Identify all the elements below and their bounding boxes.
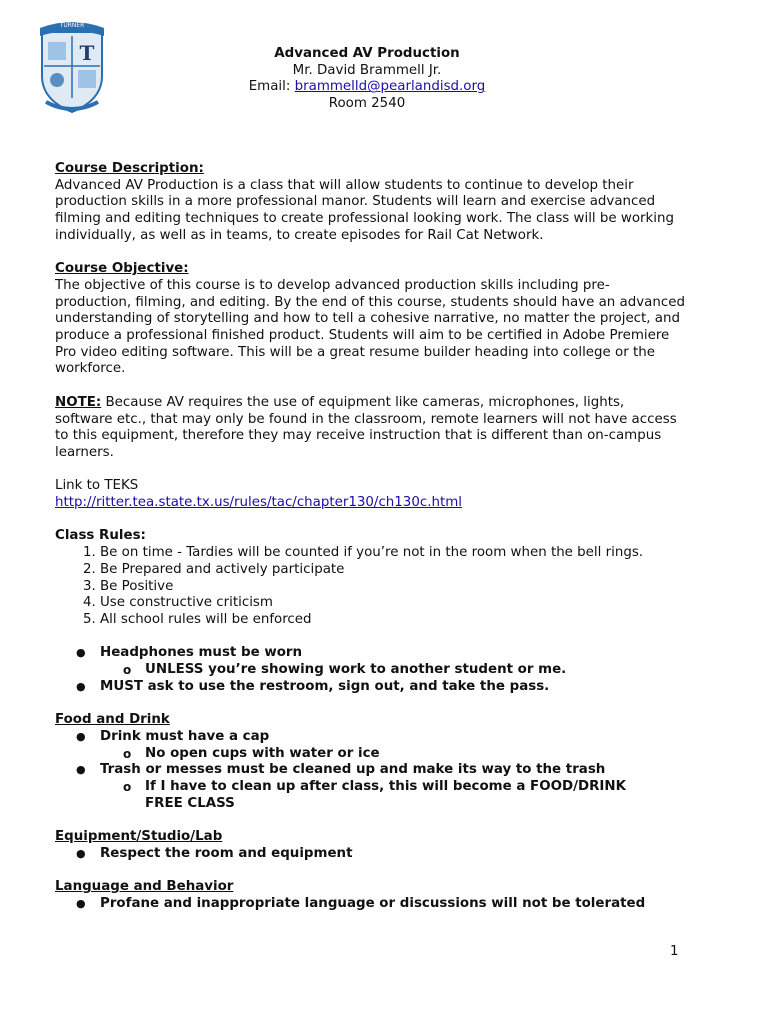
class-rules-list	[55, 545, 685, 629]
course-objective-text: The objective of this course is to develop advanced production skills including pre-production, filming, and editing. By the end of this course, students should have an advanced understanding of storytelling and how to tell a cohesive narrative, no matter the project, and produce a professional finished product. Students will aim to be certified in Adobe Premiere Pro video editing software. This will be a great resume builder heading into college or the workforce.	[55, 277, 685, 377]
document-header	[0, 46, 734, 113]
bullet-list	[55, 645, 685, 695]
bullet-icon: ●	[76, 846, 86, 860]
logo-text: TURNER	[59, 22, 85, 29]
list-item: 4. Use constructive criticism	[100, 595, 685, 612]
teacher-name: Mr. David Brammell Jr.	[292, 62, 442, 78]
list-item-text: No open cups with water or ice	[145, 745, 380, 761]
list-item	[76, 895, 685, 913]
note-label: NOTE:	[55, 394, 102, 410]
bullet-list	[55, 846, 685, 863]
list-item	[123, 662, 685, 679]
list-item	[76, 645, 685, 678]
course-description-section	[55, 161, 685, 245]
language-section	[55, 879, 685, 912]
sub-bullet-list	[100, 662, 685, 679]
list-item-text: Headphones must be worn	[100, 645, 303, 661]
list-item	[76, 845, 685, 863]
note-text: Because AV requires the use of equipment like cameras, microphones, lights, software etc., that may only be found in the classroom, remote learners will not have access to this equipment, therefore they may receive instruction that is different than on-campus learners.	[55, 394, 677, 460]
course-description-heading: Course Description:	[55, 161, 204, 176]
room-number: Room 2540	[328, 96, 406, 112]
language-heading: Language and Behavior	[55, 879, 234, 895]
equipment-heading: Equipment/Studio/Lab	[55, 829, 223, 845]
note-section	[55, 395, 685, 462]
list-item	[76, 678, 685, 696]
food-and-drink-section	[55, 712, 685, 812]
email-link[interactable]: brammelld@pearlandisd.org	[294, 79, 486, 95]
course-objective-heading: Course Objective:	[55, 261, 189, 277]
sub-bullet-icon: o	[123, 779, 132, 794]
list-item: 2. Be Prepared and actively participate	[100, 562, 685, 579]
list-item: 1. Be on time - Tardies will be counted if you’re not in the room when the bell rings.	[100, 545, 685, 562]
list-item-text: Drink must have a cap	[100, 728, 270, 744]
bullet-list	[55, 729, 685, 813]
bullet-list	[55, 896, 685, 913]
logo-letter: T	[79, 41, 95, 65]
bullet-icon: ●	[76, 646, 86, 660]
teks-label: Link to TEKS	[55, 478, 139, 494]
list-item-text: If I have to clean up after class, this will become a FOOD/DRINK FREE CLASS	[145, 778, 626, 811]
class-rules-section	[55, 528, 685, 628]
course-objective-section	[55, 261, 685, 378]
email-label: Email:	[248, 79, 295, 95]
page-number: 1	[670, 944, 679, 959]
bullet-icon: ●	[76, 896, 86, 910]
sub-bullet-list	[100, 779, 685, 812]
sub-bullet-icon: o	[123, 746, 132, 761]
list-item	[123, 745, 685, 763]
list-item-text: Trash or messes must be cleaned up and make its way to the trash	[100, 762, 606, 778]
course-title: Advanced AV Production	[274, 46, 460, 61]
list-item-text: Respect the room and equipment	[100, 845, 353, 861]
bullet-icon: ●	[76, 729, 86, 743]
teks-link[interactable]: http://ritter.tea.state.tx.us/rules/tac/chapter130/ch130c.html	[55, 495, 462, 511]
food-and-drink-heading: Food and Drink	[55, 712, 170, 728]
equipment-section	[55, 829, 685, 862]
sub-bullet-list	[100, 746, 685, 763]
course-description-text: Advanced AV Production is a class that will allow students to continue to develop their production skills in a more professional manor. Students will learn and exercise advanced filming and editing techniques to create professional looking work. The class will be working individually, as well as in teams, to create episodes for Rail Cat Network.	[55, 177, 675, 243]
class-rules-heading: Class Rules:	[55, 528, 146, 544]
list-item	[76, 728, 685, 762]
class-rules-bullets	[55, 645, 685, 695]
bullet-icon: ●	[76, 763, 86, 777]
teks-section	[55, 478, 685, 511]
list-item-text: MUST ask to use the restroom, sign out, and take the pass.	[100, 678, 550, 694]
email-line	[0, 79, 734, 96]
document-body	[55, 161, 685, 929]
note-paragraph	[55, 395, 685, 462]
bullet-icon: ●	[76, 679, 86, 693]
list-item	[123, 778, 645, 812]
list-item-text: Profane and inappropriate language or discussions will not be tolerated	[100, 895, 646, 911]
list-item: 5. All school rules will be enforced	[100, 612, 685, 629]
list-item: 3. Be Positive	[100, 579, 685, 596]
list-item	[76, 762, 685, 812]
sub-bullet-icon: o	[123, 663, 132, 678]
list-item-text: UNLESS you’re showing work to another student or me.	[145, 662, 567, 678]
